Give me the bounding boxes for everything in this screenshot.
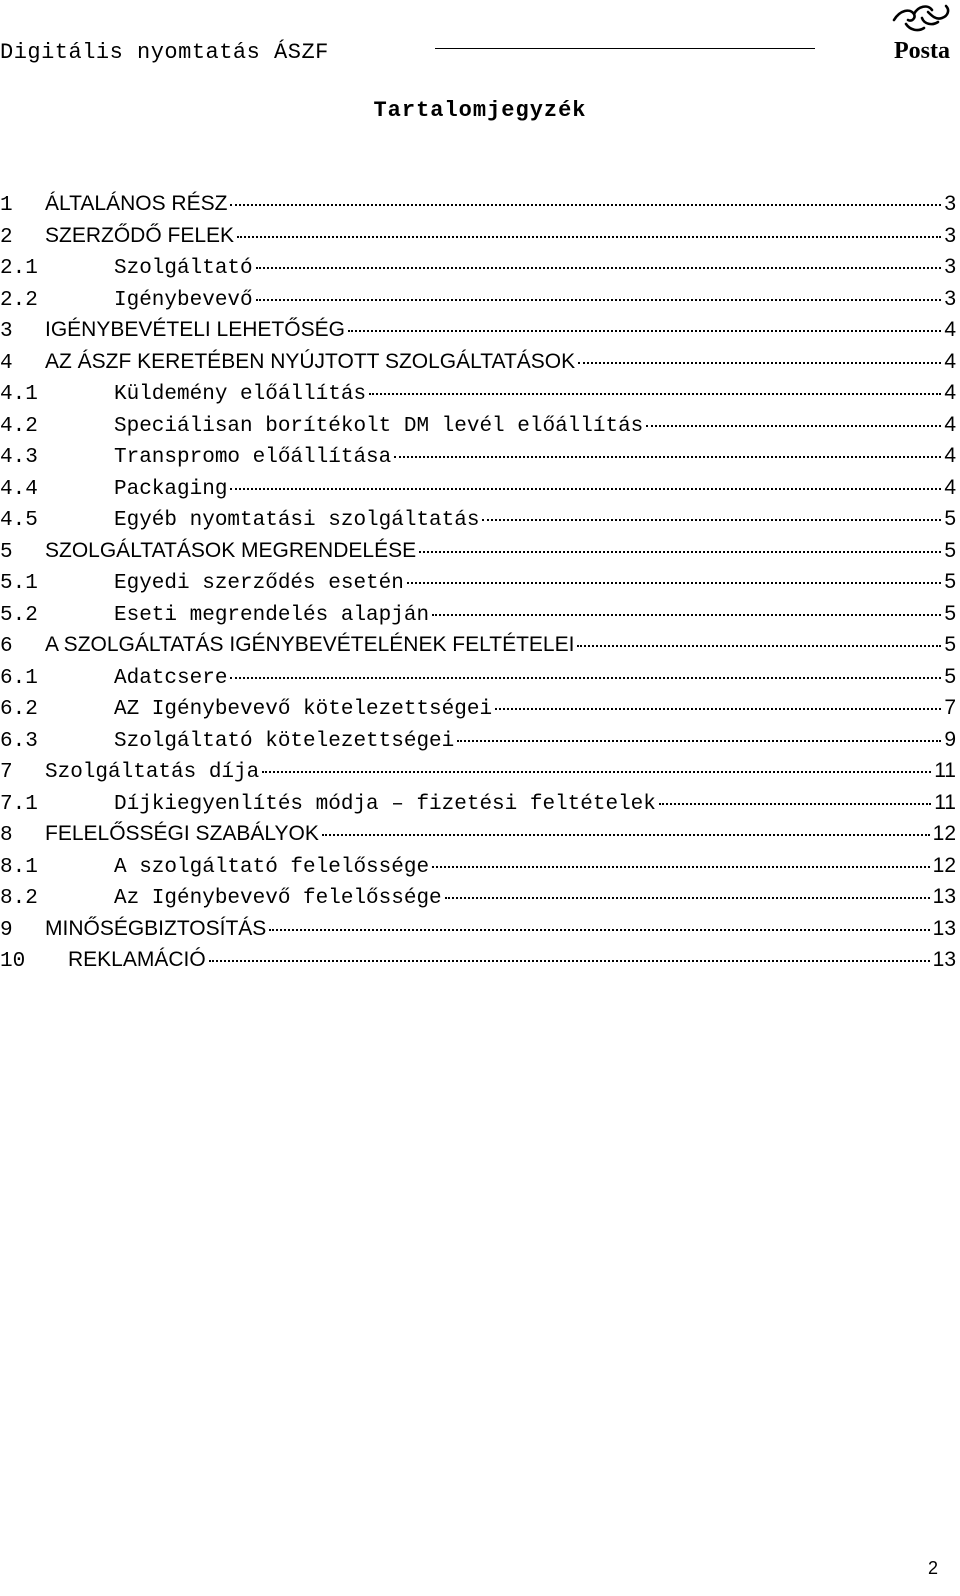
toc-entry-label: Egyedi szerződés esetén: [114, 572, 404, 595]
toc-entry-page: 5: [944, 664, 956, 688]
toc-entry-number: 10: [0, 950, 26, 973]
toc-dot-leader: [348, 330, 941, 332]
toc-entry-number: 7.1: [0, 792, 38, 816]
toc-entry-number: 8.1: [0, 855, 38, 879]
toc-entry-label: Igénybevevő: [114, 288, 253, 312]
toc-entry[interactable]: [0, 570, 956, 602]
toc-dot-leader: [432, 866, 930, 868]
toc-entry[interactable]: [0, 476, 956, 508]
toc-entry-label: A szolgáltató felelőssége: [114, 855, 430, 879]
toc-entry[interactable]: [0, 917, 956, 949]
toc-entry-page: 3: [944, 223, 956, 247]
toc-dot-leader: [482, 519, 941, 521]
toc-entry-page: 4: [944, 349, 956, 373]
toc-entry-page: 4: [944, 412, 956, 436]
toc-entry-label: REKLAMÁCIÓ: [68, 948, 206, 971]
toc-entry-number: 4.5: [0, 509, 38, 532]
toc-entry-label: Transpromo előállítása: [114, 446, 392, 469]
toc-entry[interactable]: [0, 381, 956, 413]
toc-entry-label: MINŐSÉGBIZTOSÍTÁS: [45, 916, 267, 940]
toc-entry[interactable]: [0, 507, 956, 539]
toc-entry-page: 4: [944, 475, 956, 499]
toc-dot-leader: [369, 393, 941, 395]
toc-entry-page: 3: [944, 192, 956, 215]
toc-entry-number: 4.2: [0, 414, 38, 438]
toc-dot-leader: [262, 771, 931, 773]
toc-entry[interactable]: [0, 255, 956, 287]
toc-entry[interactable]: [0, 413, 956, 445]
toc-entry-label: Eseti megrendelés alapján: [114, 603, 430, 627]
toc-dot-leader: [322, 834, 930, 836]
toc-entry-label: Díjkiegyenlítés módja – fizetési feltételek: [114, 792, 656, 816]
toc-entry[interactable]: [0, 854, 956, 886]
toc-entry-label: SZERZŐDŐ FELEK: [45, 223, 235, 247]
toc-entry-page: 5: [944, 633, 956, 656]
toc-dot-leader: [646, 425, 941, 427]
toc-entry-number: 6: [0, 635, 13, 658]
toc-entry-page: 4: [944, 381, 956, 404]
toc-entry-number: 4: [0, 351, 13, 375]
table-of-contents: [0, 192, 956, 980]
toc-entry-page: 12: [932, 853, 956, 877]
toc-entry-page: 11: [934, 790, 956, 814]
toc-entry[interactable]: [0, 633, 956, 665]
toc-entry-number: 4.4: [0, 477, 38, 501]
toc-entry[interactable]: [0, 287, 956, 319]
page-number: 2: [927, 1558, 938, 1578]
header-rule: [435, 48, 815, 49]
toc-entry[interactable]: [0, 224, 956, 256]
toc-entry-page: 7: [944, 696, 956, 719]
toc-entry-label: Szolgáltató kötelezettségei: [114, 729, 455, 753]
toc-entry-page: 5: [944, 507, 956, 530]
toc-dot-leader: [230, 488, 941, 490]
toc-entry-number: 6.1: [0, 666, 38, 690]
toc-entry-label: Speciálisan borítékolt DM levél előállítás: [114, 414, 644, 438]
toc-entry[interactable]: [0, 822, 956, 854]
toc-dot-leader: [237, 236, 941, 238]
toc-entry-page: 13: [932, 948, 956, 971]
posta-logo: [888, 2, 958, 64]
toc-entry-label: Egyéb nyomtatási szolgáltatás: [114, 509, 480, 532]
toc-entry-number: 9: [0, 918, 13, 942]
toc-entry-label: Szolgáltató: [114, 257, 253, 280]
toc-entry-number: 3: [0, 320, 13, 343]
toc-entry[interactable]: [0, 885, 956, 917]
toc-entry[interactable]: [0, 791, 956, 823]
toc-entry-label: IGÉNYBEVÉTELI LEHETŐSÉG: [45, 318, 345, 341]
toc-dot-leader: [407, 582, 941, 584]
toc-entry-number: 6.3: [0, 729, 38, 753]
toc-dot-leader: [256, 267, 942, 269]
toc-entry[interactable]: [0, 602, 956, 634]
toc-entry[interactable]: [0, 318, 956, 350]
toc-dot-leader: [577, 645, 941, 647]
toc-entry[interactable]: [0, 948, 956, 980]
toc-entry-number: 8: [0, 824, 13, 847]
toc-entry-page: 3: [944, 286, 956, 310]
toc-entry-number: 8.2: [0, 887, 38, 910]
toc-entry-number: 4.3: [0, 446, 38, 469]
toc-entry-page: 4: [944, 318, 956, 341]
toc-entry[interactable]: [0, 539, 956, 571]
toc-entry-label: Az Igénybevevő felelőssége: [114, 887, 442, 910]
toc-entry-page: 3: [944, 255, 956, 278]
toc-dot-leader: [432, 614, 941, 616]
toc-entry-number: 2: [0, 225, 13, 249]
toc-entry-label: ÁLTALÁNOS RÉSZ: [45, 192, 228, 215]
toc-entry-page: 9: [944, 727, 956, 751]
toc-entry-page: 13: [932, 885, 956, 908]
toc-entry-number: 2.1: [0, 257, 38, 280]
toc-entry-number: 5.1: [0, 572, 38, 595]
toc-entry-page: 4: [944, 444, 956, 467]
toc-entry[interactable]: [0, 728, 956, 760]
toc-dot-leader: [209, 960, 930, 962]
toc-entry-label: AZ Igénybevevő kötelezettségei: [114, 698, 493, 721]
toc-entry-label: Packaging: [114, 477, 228, 501]
toc-dot-leader: [457, 740, 941, 742]
toc-entry-label: AZ ÁSZF KERETÉBEN NYÚJTOTT SZOLGÁLTATÁSOK: [45, 349, 576, 373]
toc-entry-page: 5: [944, 570, 956, 593]
toc-entry-number: 7: [0, 761, 13, 784]
toc-entry-page: 11: [934, 759, 956, 782]
toc-entry[interactable]: [0, 350, 956, 382]
toc-entry-label: Szolgáltatás díja: [45, 761, 260, 784]
toc-entry[interactable]: [0, 759, 956, 791]
toc-entry[interactable]: [0, 444, 956, 476]
toc-dot-leader: [578, 362, 941, 364]
toc-entry-number: 5: [0, 540, 13, 564]
toc-entry-label: SZOLGÁLTATÁSOK MEGRENDELÉSE: [45, 538, 417, 562]
toc-dot-leader: [230, 677, 941, 679]
toc-entry-page: 12: [932, 822, 956, 845]
toc-entry[interactable]: [0, 696, 956, 728]
toc-entry[interactable]: [0, 665, 956, 697]
toc-entry-page: 5: [944, 538, 956, 562]
toc-entry-page: 5: [944, 601, 956, 625]
toc-entry-number: 4.1: [0, 383, 38, 406]
toc-entry-label: Adatcsere: [114, 666, 228, 690]
toc-entry-label: A SZOLGÁLTATÁS IGÉNYBEVÉTELÉNEK FELTÉTELEI: [45, 633, 575, 656]
toc-entry-number: 2.2: [0, 288, 38, 312]
toc-dot-leader: [419, 551, 941, 553]
toc-entry-number: 5.2: [0, 603, 38, 627]
toc-dot-leader: [256, 299, 942, 301]
toc-entry-number: 6.2: [0, 698, 38, 721]
logo-text: Posta: [894, 38, 950, 64]
toc-dot-leader: [230, 204, 941, 206]
toc-entry-label: FELELŐSSÉGI SZABÁLYOK: [45, 822, 319, 845]
toc-entry-label: Küldemény előállítás: [114, 383, 367, 406]
document-header-title: Digitális nyomtatás ÁSZF: [0, 40, 329, 65]
toc-entry[interactable]: [0, 192, 956, 224]
toc-dot-leader: [445, 897, 930, 899]
toc-dot-leader: [495, 708, 941, 710]
toc-dot-leader: [659, 803, 931, 805]
toc-entry-page: 13: [932, 916, 956, 940]
toc-dot-leader: [269, 929, 929, 931]
toc-dot-leader: [394, 456, 941, 458]
toc-entry-number: 1: [0, 194, 13, 217]
toc-title: Tartalomjegyzék: [373, 98, 587, 123]
